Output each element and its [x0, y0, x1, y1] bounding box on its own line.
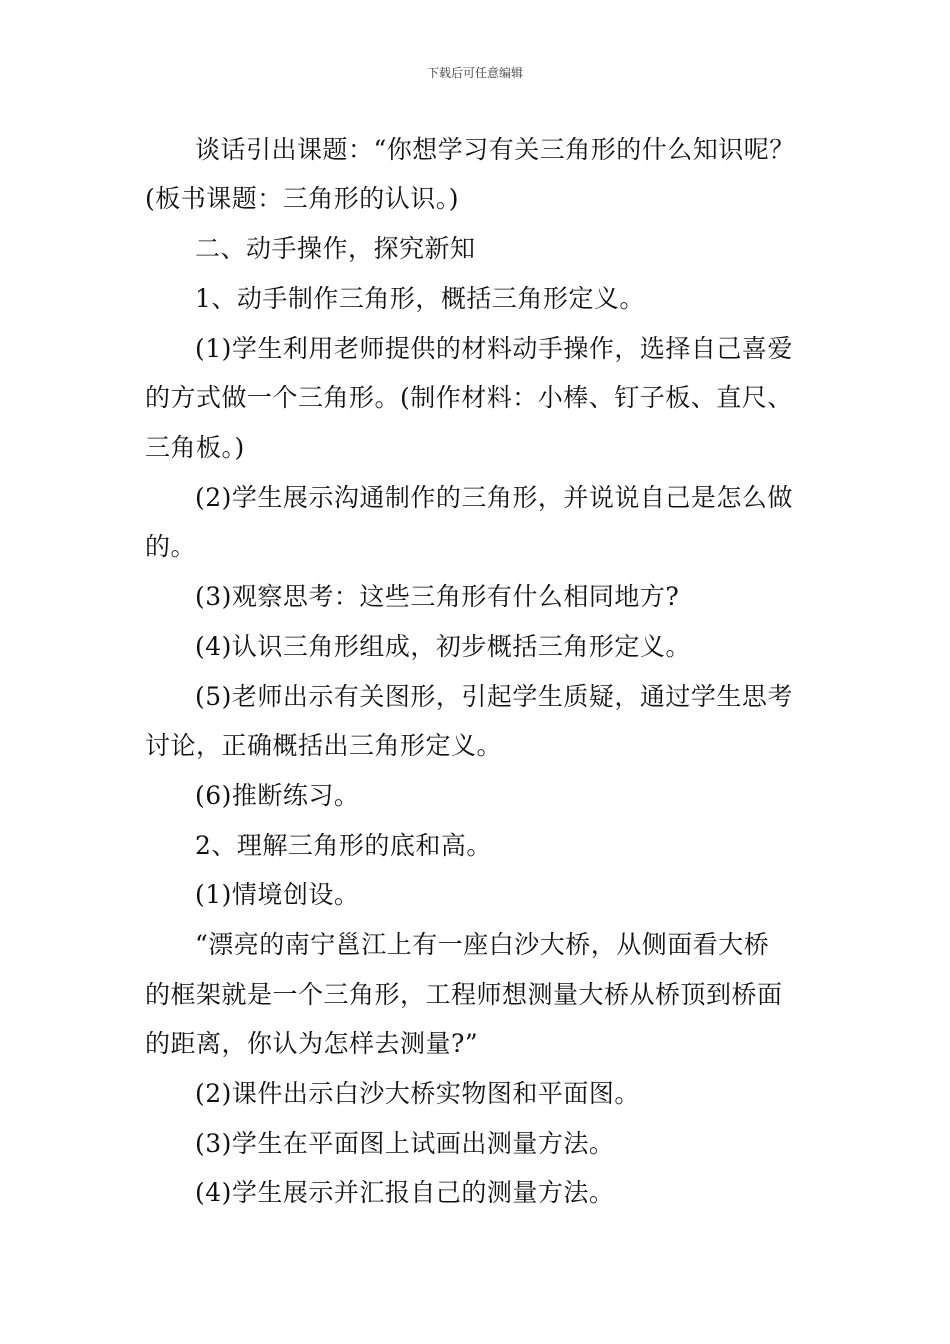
paragraph-line: (3)学生在平面图上试画出测量方法。 [195, 1129, 615, 1158]
subsection-heading: 1、动手制作三角形，概括三角形定义。 [195, 284, 645, 313]
paragraph-line: 谈话引出课题：“你想学习有关三角形的什么知识呢？ [195, 135, 795, 164]
paragraph-line: (3)观察思考：这些三角形有什么相同地方? [195, 582, 680, 611]
paragraph-line: (2)课件出示白沙大桥实物图和平面图。 [195, 1079, 640, 1108]
paragraph-line: 的框架就是一个三角形，工程师想测量大桥从桥顶到桥面 [145, 980, 783, 1009]
paragraph-line: (4)学生展示并汇报自己的测量方法。 [195, 1178, 615, 1207]
paragraph-line: (1)学生利用老师提供的材料动手操作，选择自己喜爱 [195, 334, 793, 363]
paragraph-line: (5)老师出示有关图形，引起学生质疑，通过学生思考 [195, 682, 793, 711]
subsection-heading: 2、理解三角形的底和高。 [195, 831, 492, 860]
paragraph-line: 三角板。) [145, 433, 245, 462]
paragraph-line: (1)情境创设。 [195, 880, 360, 909]
paragraph-line: (6)推断练习。 [195, 781, 360, 810]
paragraph-line: 的。 [145, 532, 197, 561]
paragraph-line: “漂亮的南宁邕江上有一座白沙大桥，从侧面看大桥 [195, 930, 770, 959]
paragraph-line: (2)学生展示沟通制作的三角形，并说说自己是怎么做 [195, 483, 793, 512]
paragraph-line: 的距离，你认为怎样去测量?” [145, 1029, 479, 1058]
paragraph-line: (板书课题：三角形的认识。) [145, 184, 460, 213]
page-header: 下载后可任意编辑 [426, 66, 523, 80]
section-heading: 二、动手操作，探究新知 [195, 234, 476, 263]
paragraph-line: (4)认识三角形组成，初步概括三角形定义。 [195, 632, 691, 661]
paragraph-line: 的方式做一个三角形。(制作材料：小棒、钉子板、直尺、 [145, 383, 793, 412]
paragraph-line: 讨论，正确概括出三角形定义。 [145, 731, 503, 760]
